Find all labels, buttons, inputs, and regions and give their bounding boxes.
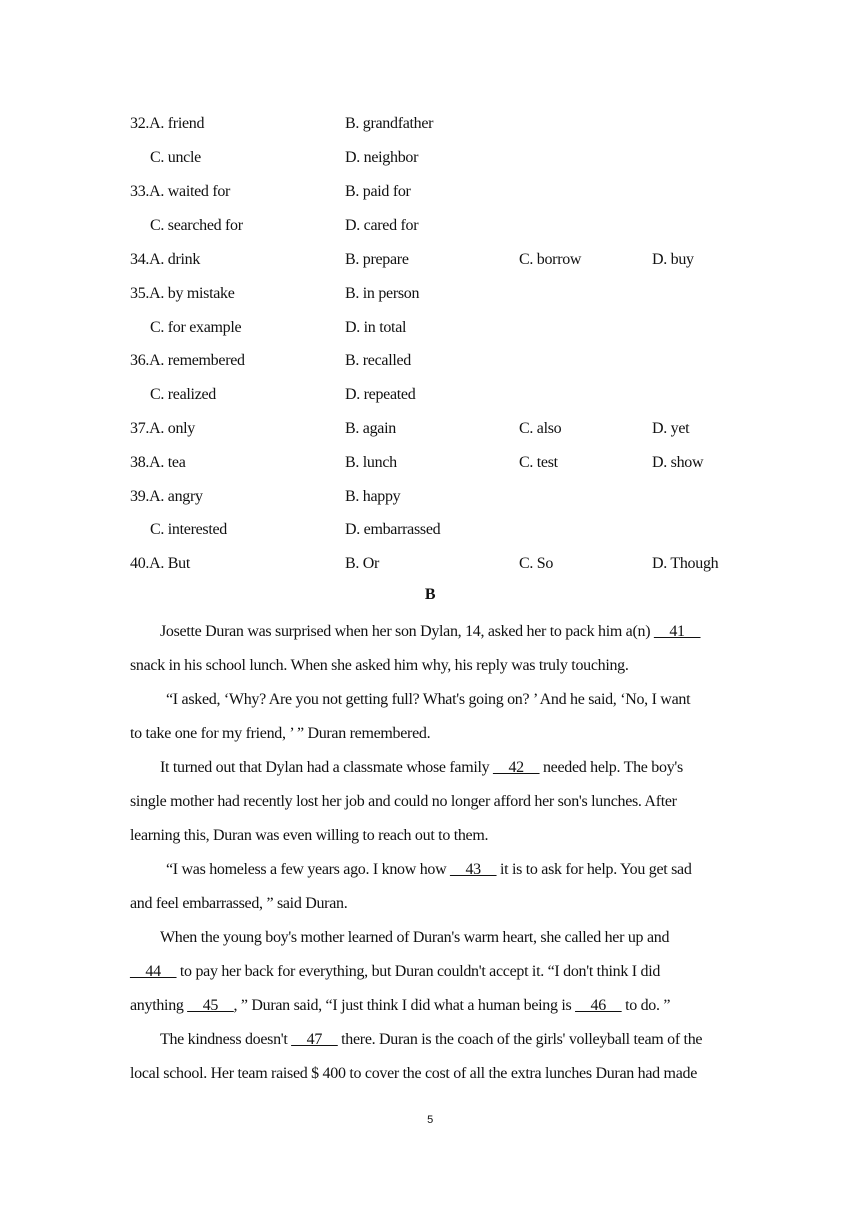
question-40-option-c: C. So <box>519 555 554 572</box>
question-38-option-c: C. test <box>519 454 558 471</box>
question-32-row-2 <box>0 148 860 182</box>
passage-line: and feel embarrassed, ” said Duran. <box>130 895 348 912</box>
question-37-row <box>0 419 860 453</box>
question-36-row-1 <box>0 351 860 385</box>
question-35-option-d: D. in total <box>345 319 407 336</box>
question-37-option-a: 37.A. only <box>130 420 196 437</box>
question-33-option-c: C. searched for <box>150 217 243 234</box>
question-40-row <box>0 554 860 588</box>
blank-44: __44__ <box>130 963 177 980</box>
blank-45: __45__ <box>187 997 234 1014</box>
blank-41: __41__ <box>653 623 701 640</box>
question-35-option-c: C. for example <box>150 319 242 336</box>
question-38-option-d: D. show <box>652 454 704 471</box>
question-33-option-b: B. paid for <box>345 183 411 200</box>
question-39-option-a: 39.A. angry <box>130 488 203 505</box>
passage-line: anything __45__, ” Duran said, “I just think I did what a human being is __46__ to do. ” <box>130 997 671 1014</box>
question-37-option-d: D. yet <box>652 420 690 437</box>
page-number: 5 <box>427 1114 433 1126</box>
question-35-option-a: 35.A. by mistake <box>130 285 235 302</box>
question-34-option-b: B. prepare <box>345 251 409 268</box>
question-38-option-b: B. lunch <box>345 454 397 471</box>
question-32-option-c: C. uncle <box>150 149 201 166</box>
passage-line: __44__ to pay her back for everything, but Duran couldn't accept it. “I don't think I did <box>130 963 661 980</box>
question-33-option-d: D. cared for <box>345 217 419 234</box>
question-36-option-b: B. recalled <box>345 352 411 369</box>
passage-line: When the young boy's mother learned of Duran's warm heart, she called her up and <box>160 929 670 946</box>
question-37-option-c: C. also <box>519 420 562 437</box>
passage-line: “I was homeless a few years ago. I know how __43__ it is to ask for help. You get sad <box>166 861 692 878</box>
question-39-option-b: B. happy <box>345 488 401 505</box>
question-39-option-d: D. embarrassed <box>345 521 441 538</box>
passage-line: Josette Duran was surprised when her son Dylan, 14, asked her to pack him a(n) __41__ <box>160 623 701 640</box>
question-39-option-c: C. interested <box>150 521 227 538</box>
question-34-option-a: 34.A. drink <box>130 251 201 268</box>
question-33-row-2 <box>0 216 860 250</box>
question-32-row-1 <box>0 114 860 148</box>
question-35-row-1 <box>0 284 860 318</box>
passage-line: local school. Her team raised $ 400 to cover the cost of all the extra lunches Duran had made <box>130 1065 697 1082</box>
question-40-option-b: B. Or <box>345 555 380 572</box>
question-34-row <box>0 250 860 284</box>
question-35-option-b: B. in person <box>345 285 420 302</box>
question-32-option-b: B. grandfather <box>345 115 434 132</box>
question-36-row-2 <box>0 385 860 419</box>
question-34-option-d: D. buy <box>652 251 694 268</box>
question-37-option-b: B. again <box>345 420 396 437</box>
section-heading: B <box>424 586 436 603</box>
passage-line: It turned out that Dylan had a classmate whose family __42__ needed help. The boy's <box>160 759 683 776</box>
passage-line: single mother had recently lost her job and could no longer afford her son's lunches. After <box>130 793 677 810</box>
passage-line: “I asked, ‘Why? Are you not getting full? What's going on? ’ And he said, ‘No, I want <box>166 691 691 708</box>
reading-passage <box>130 622 740 1098</box>
question-40-option-a: 40.A. But <box>130 555 190 572</box>
passage-line: learning this, Duran was even willing to reach out to them. <box>130 827 489 844</box>
passage-line: snack in his school lunch. When she asked him why, his reply was truly touching. <box>130 657 629 674</box>
question-39-row-2 <box>0 520 860 554</box>
question-35-row-2 <box>0 318 860 352</box>
question-39-row-1 <box>0 487 860 521</box>
question-38-row <box>0 453 860 487</box>
question-36-option-a: 36.A. remembered <box>130 352 245 369</box>
question-33-option-a: 33.A. waited for <box>130 183 231 200</box>
passage-line: to take one for my friend, ’ ” Duran remembered. <box>130 725 431 742</box>
question-36-option-c: C. realized <box>150 386 216 403</box>
blank-47: __47__ <box>291 1031 338 1048</box>
question-32-option-d: D. neighbor <box>345 149 419 166</box>
question-32-option-a: 32.A. friend <box>130 115 205 132</box>
blank-46: __46__ <box>575 997 622 1014</box>
question-38-option-a: 38.A. tea <box>130 454 186 471</box>
question-40-option-d: D. Though <box>652 555 719 572</box>
question-34-option-c: C. borrow <box>519 251 582 268</box>
blank-42: __42__ <box>493 759 540 776</box>
blank-43: __43__ <box>450 861 497 878</box>
passage-line: The kindness doesn't __47__ there. Duran is the coach of the girls' volleyball team of the <box>160 1031 703 1048</box>
question-33-row-1 <box>0 182 860 216</box>
question-36-option-d: D. repeated <box>345 386 416 403</box>
